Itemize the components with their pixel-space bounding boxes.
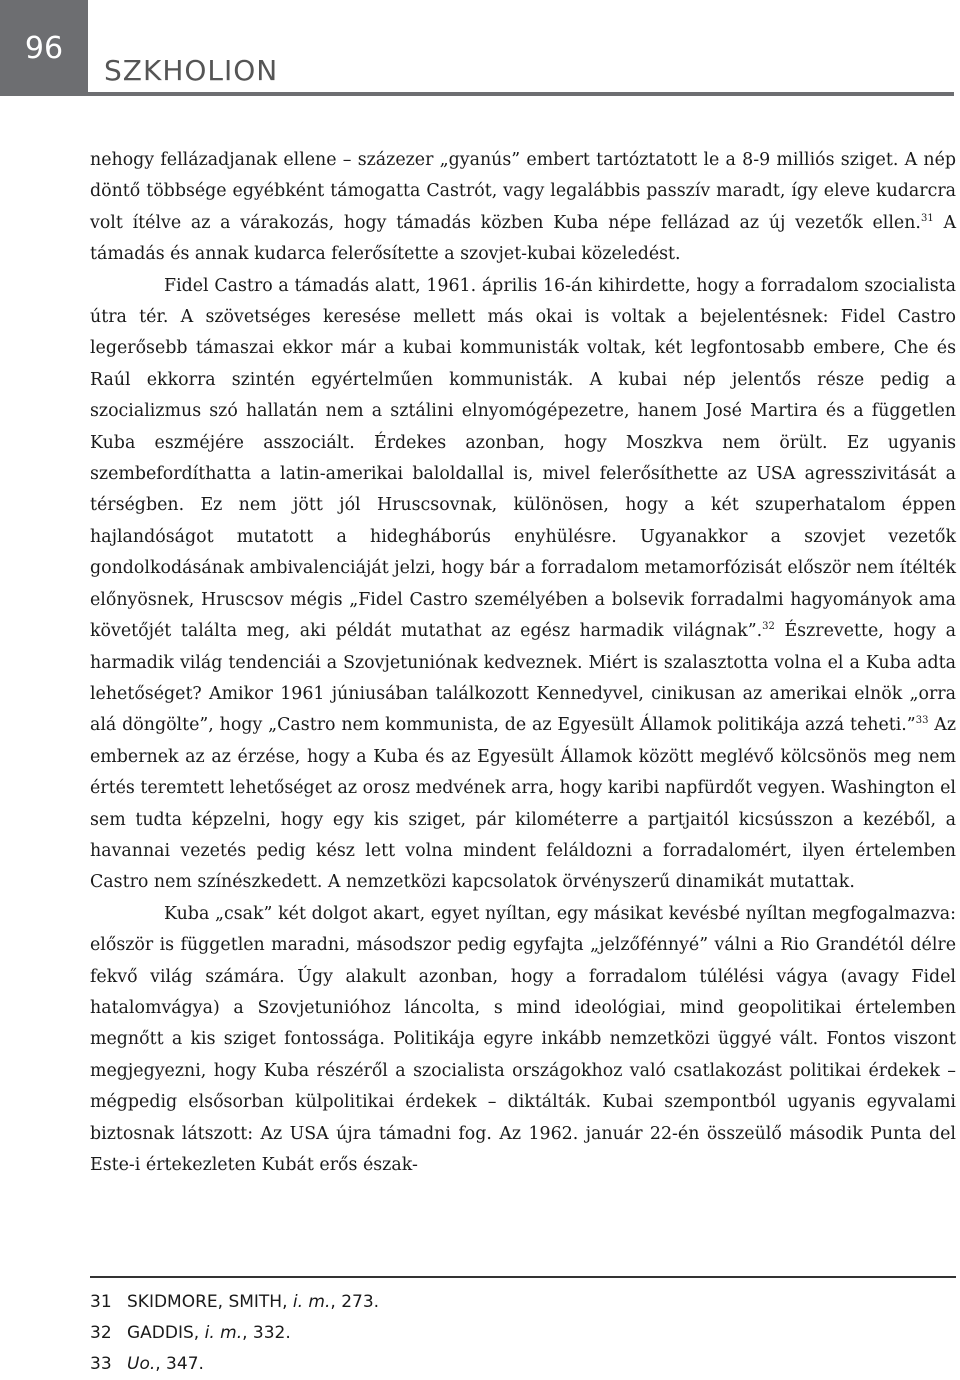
footnote-author: GADDIS, bbox=[127, 1323, 205, 1343]
journal-title: SZKHOLION bbox=[104, 54, 279, 87]
footnote-text bbox=[127, 1349, 204, 1380]
footnote-author: SKIDMORE, SMITH, bbox=[127, 1292, 293, 1312]
footnote-text bbox=[127, 1287, 379, 1318]
paragraph-2-text-b: Észrevette, hogy a harmadik világ tendenciái a Szovjetuniónak kedveznek. Miért is szalasztotta volna el a Kuba adta lehetőséget? Amikor 1961 júniusában találkozott Kennedyvel, cinikusan az amerikai elnök „orra alá döngölte”, hogy „Castro nem kommunista, de az Egyesült Államok politikája azzá teheti.” bbox=[90, 621, 956, 736]
footnote-number: 32 bbox=[90, 1323, 112, 1343]
footnote-ref: Uo. bbox=[127, 1354, 156, 1374]
header-rule bbox=[88, 92, 954, 96]
footnote-ref: i. m. bbox=[292, 1292, 331, 1312]
paragraph-1-text-a: nehogy fellázadjanak ellene – százezer „gyanús” embert tartóztatott le a 8-9 milliós sziget. A nép döntő többsége egyébként támogatta Castrót, vagy legalábbis passzív maradt, így eleve kudarcra volt ítélve az a várakozás, hogy támadás közben Kuba népe fellázad az új vezetők ellen. bbox=[90, 150, 956, 233]
footnote-page: , 332. bbox=[242, 1323, 291, 1343]
footnote-number: 33 bbox=[90, 1354, 112, 1374]
footnote-33 bbox=[90, 1349, 956, 1380]
paragraph-1 bbox=[90, 145, 956, 271]
footnote-page: , 273. bbox=[330, 1292, 380, 1312]
footnote-ref-32[interactable]: 32 bbox=[762, 621, 775, 633]
footnotes bbox=[90, 1287, 956, 1380]
footnote-number: 31 bbox=[90, 1292, 112, 1312]
footnote-32 bbox=[90, 1318, 956, 1349]
body-text bbox=[90, 145, 956, 1181]
paragraph-2-text-c: Az embernek az az érzése, hogy a Kuba és az Egyesült Államok között meglévő kölcsönös meg nem értés teremtett lehetőséget az orosz medvének arra, hogy karibi napfürdőt vegyen. Washington el sem tudta képzelni, hogy egy kis sziget, pár kilométerre a partjaitól kicsússzon a kezéből, a havannai vezetés pedig kész lett volna mindent feláldozni a forradalomért, ilyen értelemben Castro nem színészkedett. A nemzetközi kapcsolatok örvényszerű dinamikát mutattak. bbox=[90, 715, 957, 893]
paragraph-2-text-a: Fidel Castro a támadás alatt, 1961. április 16-án kihirdette, hogy a forradalom szocialista útra tér. A szövetséges keresése mellett más okai is voltak a bejelentésnek: Fidel Castro legerősebb támaszai ekkor már a kubai kommunisták voltak, két legfontosabb embere, Che és Raúl ekkorra szintén egyértelműen kommunisták. A kubai nép jelentős része pedig a szocializmus szó hallatán nem a sztálini elnyomógépezetre, hanem José Martira és a független Kuba eszméjére asszociált. Érdekes azonban, hogy Moszkva nem örült. Ez ugyanis szembefordíthatta a latin-amerikai baloldallal is, mivel felerősíthette az USA agresszivitását a térségben. Ez nem jött jól Hruscsovnak, különösen, hogy a két szuperhatalom éppen hajlandóságot mutatott a hidegháborús enyhülésre. Ugyanakkor a szovjet vezetők gondolkodásának ambivalenciáját jelzi, hogy bár a forradalom metamorfózisát először nem ítélték előnyösnek, Hruscsov mégis „Fidel Castro személyében a bolsevik forradalmi hagyományok ama követőjét találta meg, aki példát mutathat az egész harmadik világnak”. bbox=[90, 275, 956, 642]
paragraph-3: Kuba „csak” két dolgot akart, egyet nyíltan, egy másikat kevésbé nyíltan megfogalmazva: először is független maradni, másodszor pedig egyfajta „jelzőfénnyé” válni a Rio Grandétól délre fekvő világ számára. Úgy alakult azonban, hogy a forradalom túlélési vágya (avagy Fidel hatalomvágya) a Szovjetunióhoz láncolta, s mind ideológiai, mind geopolitikai értelemben megnőtt a kis sziget fontossága. Politikája egyre inkább nemzetközi üggyé vált. Fontos viszont megjegyezni, hogy Kuba részéről a szocialista országokhoz való csatlakozást politikai érdekek – mégpedig elsősorban külpolitikai érdekek – diktálták. Kubai szempontból ugyanis egyvalami biztosnak látszott: Az USA újra támadni fog. Az 1962. január 22-én összeülő második Punta del Este-i értekezleten Kubát erős észak- bbox=[90, 903, 956, 1175]
footnote-page: , 347. bbox=[155, 1354, 204, 1374]
page-number: 96 bbox=[0, 0, 88, 96]
footnote-31 bbox=[90, 1287, 956, 1318]
footnote-text bbox=[127, 1318, 291, 1349]
paragraph-1-text-b: A támadás és annak kudarca felerősítette a szovjet-kubai közeledést. bbox=[90, 212, 956, 265]
footnote-rule bbox=[90, 1276, 956, 1278]
paragraph-2 bbox=[90, 271, 956, 899]
footnote-ref: i. m. bbox=[204, 1323, 243, 1343]
footnote-ref-33[interactable]: 33 bbox=[915, 715, 929, 727]
footnote-ref-31[interactable]: 31 bbox=[920, 213, 934, 225]
